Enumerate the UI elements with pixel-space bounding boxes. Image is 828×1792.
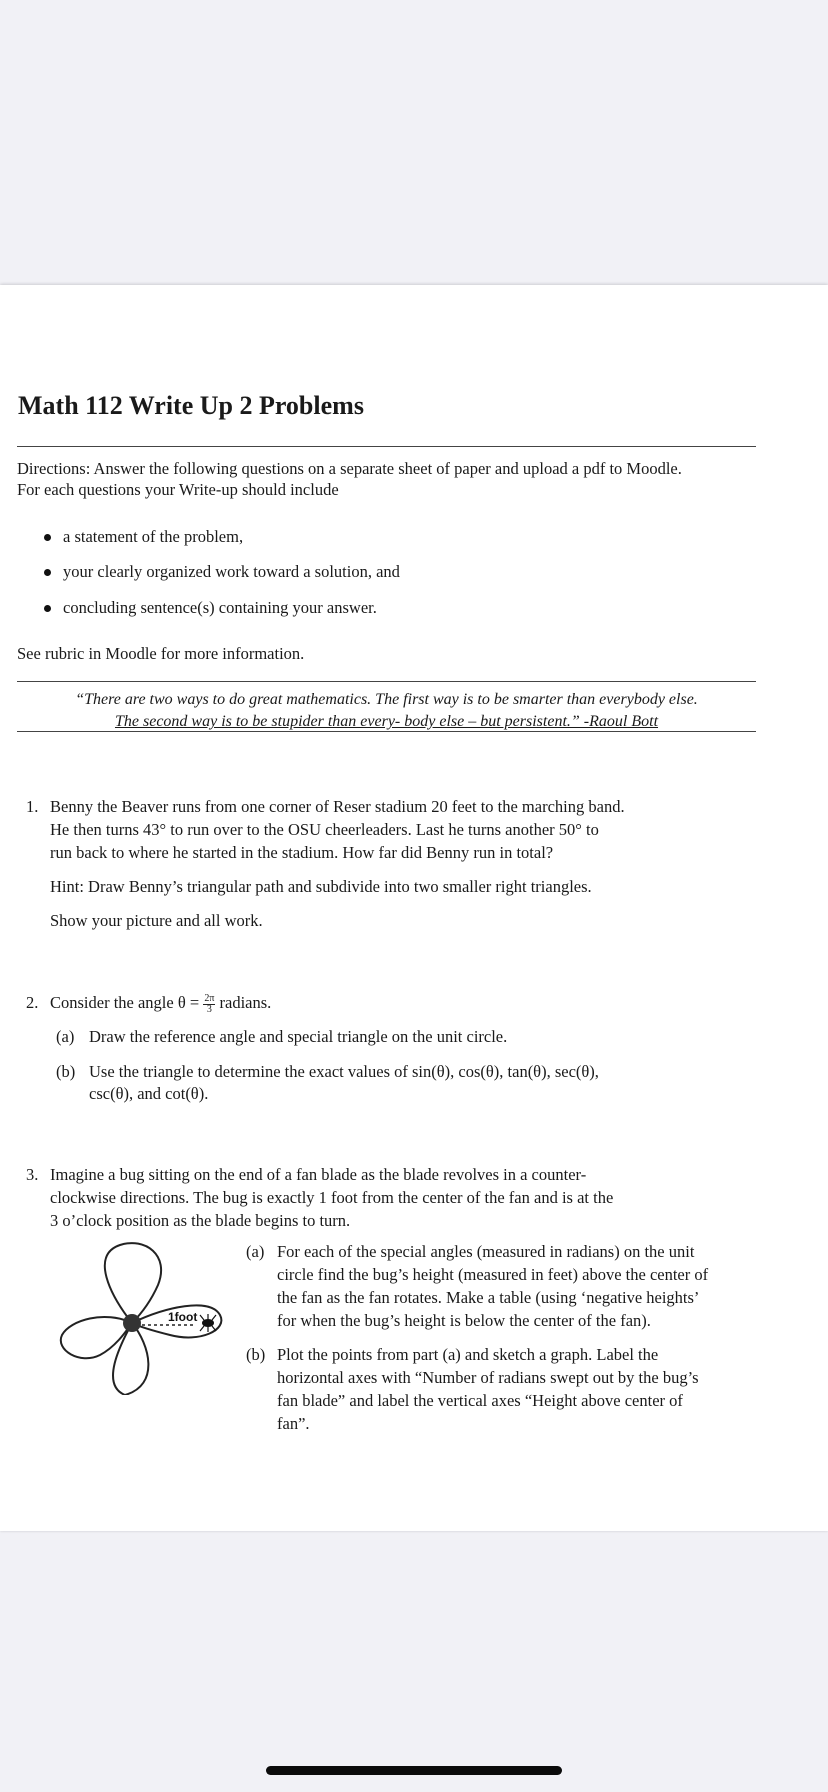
problem-1-line: run back to where he started in the stadium. How far did Benny run in total? — [50, 843, 554, 862]
bullet-dot — [44, 569, 51, 576]
problem-2b-line: Use the triangle to determine the exact values of sin(θ), cos(θ), tan(θ), sec(θ), — [89, 1062, 599, 1081]
part-label: (b) — [246, 1345, 266, 1364]
bullet-dot — [44, 534, 51, 541]
directions-line-1: Directions: Answer the following questions on a separate sheet of paper and upload a pdf to Moodle. — [17, 459, 682, 478]
problem-3-line: Imagine a bug sitting on the end of a fan blade as the blade revolves in a counter- — [50, 1165, 587, 1184]
bullet-dot — [44, 605, 51, 612]
bullet-item: concluding sentence(s) containing your answer. — [63, 598, 377, 617]
fan-blade-bottom-2 — [125, 1323, 148, 1395]
problem-3-line: clockwise directions. The bug is exactly 1 foot from the center of the fan and is at the — [50, 1188, 614, 1207]
problem-3a-line: circle find the bug’s height (measured in feet) above the center of — [277, 1265, 709, 1284]
quote-line-1: “There are two ways to do great mathematics. The first way is to be smarter than everybody else. — [75, 691, 698, 708]
part-label: (b) — [56, 1062, 76, 1081]
problem-1-line: He then turns 43° to run over to the OSU cheerleaders. Last he turns another 50° to — [50, 820, 599, 839]
problem-3b-line: fan blade” and label the vertical axes “Height above center of — [277, 1391, 683, 1410]
directions-line-2: For each questions your Write-up should include — [17, 480, 339, 499]
part-label: (a) — [56, 1027, 75, 1046]
fan-blade-left — [61, 1317, 132, 1358]
fan-radius-label: 1foot — [168, 1310, 198, 1324]
bullet-item: your clearly organized work toward a solution, and — [63, 562, 400, 581]
problem-number: 1. — [26, 797, 39, 816]
fan-blade-bottom — [113, 1323, 132, 1395]
problem-number: 2. — [26, 993, 39, 1012]
fan-blade-top — [105, 1243, 161, 1323]
problem-3a-line: for when the bug’s height is below the center of the fan). — [277, 1311, 651, 1330]
problem-number: 3. — [26, 1165, 39, 1184]
problem-2-intro-suffix: radians. — [219, 993, 272, 1012]
problem-2-intro — [50, 991, 271, 1015]
fraction-denominator: 3 — [206, 1003, 212, 1015]
problem-2b-line: csc(θ), and cot(θ). — [89, 1084, 209, 1103]
rubric-note: See rubric in Moodle for more information. — [17, 644, 305, 663]
problem-3a-line: For each of the special angles (measured in radians) on the unit — [277, 1242, 695, 1261]
document-page — [0, 285, 828, 1531]
fraction-numerator: 2π — [204, 992, 215, 1004]
fan-figure — [50, 1215, 240, 1395]
divider — [17, 681, 756, 682]
problem-3b-line: horizontal axes with “Number of radians swept out by the bug’s — [277, 1368, 699, 1387]
problem-3b-line: Plot the points from part (a) and sketch a graph. Label the — [277, 1345, 659, 1364]
problem-1-hint: Hint: Draw Benny’s triangular path and subdivide into two smaller right triangles. — [50, 877, 592, 896]
home-indicator[interactable] — [266, 1766, 562, 1775]
fraction — [203, 994, 215, 1015]
page-title: Math 112 Write Up 2 Problems — [18, 391, 364, 420]
problem-3b-line: fan”. — [277, 1414, 310, 1433]
problem-3-line: 3 o’clock position as the blade begins to turn. — [50, 1211, 351, 1230]
fan-hub-icon — [123, 1314, 141, 1332]
bullet-item: a statement of the problem, — [63, 527, 244, 546]
part-label: (a) — [246, 1242, 265, 1261]
quote-line-2: The second way is to be stupider than every- body else – but persistent.” -Raoul Bott — [114, 713, 659, 730]
problem-2a-text: Draw the reference angle and special triangle on the unit circle. — [89, 1027, 508, 1046]
divider — [17, 731, 756, 732]
problem-3a-line: the fan as the fan rotates. Make a table (using ‘negative heights’ — [277, 1288, 700, 1307]
problem-1-show: Show your picture and all work. — [50, 911, 263, 930]
problem-1-line: Benny the Beaver runs from one corner of Reser stadium 20 feet to the marching band. — [50, 797, 625, 816]
bug-icon — [200, 1314, 216, 1332]
problem-2-intro-text: Consider the angle θ = — [50, 993, 200, 1012]
divider — [17, 446, 756, 447]
